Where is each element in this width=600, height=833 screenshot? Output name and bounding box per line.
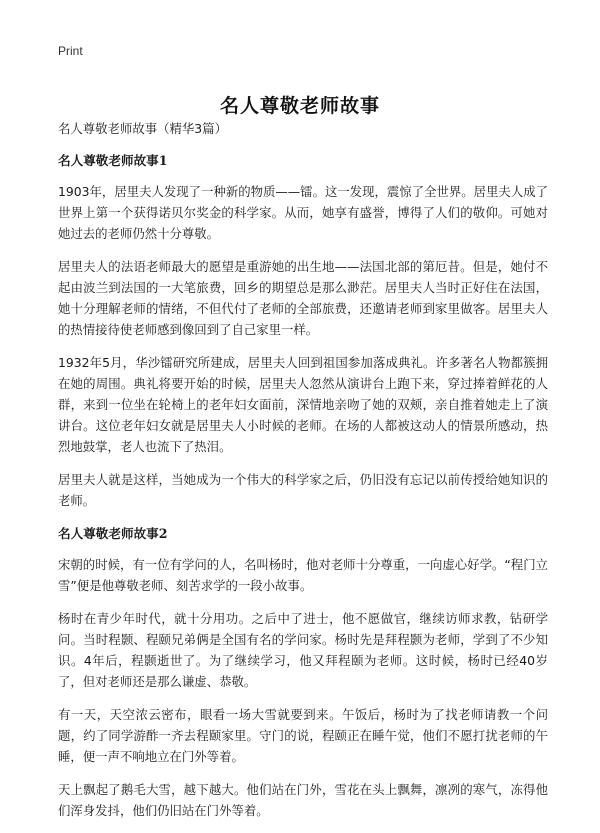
print-label: Print (58, 44, 83, 58)
paragraph: 有一天，天空浓云密布，眼看一场大雪就要到来。午饭后，杨时为了找老师请教一个问题，约了同学游酢一齐去程颐家里。守门的说，程颐正在睡午觉，他们不愿打扰老师的午睡，便一声不响地立在门外等着。 (58, 707, 548, 764)
section-heading: 名人尊敬老师故事2 (58, 526, 168, 541)
paragraph: 居里夫人就是这样，当她成为一个伟大的科学家之后，仍旧没有忘记以前传授给她知识的老师。 (58, 472, 548, 508)
paragraph: 1932年5月，华沙镭研究所建成，居里夫人回到祖国参加落成典礼。许多著名人物都簇拥在她的周围。典礼将要开始的时候，居里夫人忽然从演讲台上跑下来，穿过捧着鲜花的人群，来到一位坐在轮椅上的老年妇女面前，深情地亲吻了她的双颊，亲自推着她走上了演讲台。这位老年妇女就是居里夫人小时候的老师。在场的人都被这动人的情景所感动，热烈地鼓掌，老人也流下了热泪。 (58, 355, 548, 454)
paragraph: 居里夫人的法语老师最大的愿望是重游她的出生地——法国北部的第厄昔。但是，她付不起由波兰到法国的一大笔旅费，回乡的期望总是那么渺茫。居里夫人当时正好住在法国，她十分理解老师的情绪，不但代付了老师的全部旅费，还邀请老师到家里做客。居里夫人的热情接待使老师感到像回到了自己家里一样。 (58, 259, 548, 337)
paragraph: 1903年，居里夫人发现了一种新的物质——镭。这一发现，震惊了全世界。居里夫人成了世界上第一个获得诺贝尔奖金的科学家。从而，她享有盛誉，博得了人们的敬仰。可她对她过去的老师仍然十分尊敬。 (58, 184, 548, 241)
document-title: 名人尊敬老师故事 (219, 94, 380, 117)
section-2 (58, 523, 548, 821)
section-1 (58, 150, 548, 511)
document-subtitle: 名人尊敬老师故事（精华3篇） (58, 121, 227, 136)
section-heading: 名人尊敬老师故事1 (58, 153, 168, 168)
paragraph: 宋朝的时候，有一位有学问的人，名叫杨时，他对老师十分尊重，一向虚心好学。“程门立雪”便是他尊敬老师、刻苦求学的一段小故事。 (58, 557, 548, 593)
paragraph: 杨时在青少年时代，就十分用功。之后中了进士，他不愿做官，继续访师求教，钻研学问。当时程颢、程颐兄弟俩是全国有名的学问家。杨时先是拜程颢为老师，学到了不少知识。4年后，程颢逝世了。为了继续学习，他又拜程颐为老师。这时候，杨时已经40岁了，但对老师还是那么谦虚、恭敬。 (58, 611, 548, 689)
paragraph: 天上飘起了鹅毛大雪，越下越大。他们站在门外，雪花在头上飘舞，凛冽的寒气，冻得他们浑身发抖，他们仍旧站在门外等着。 (58, 782, 548, 818)
document-body (58, 118, 548, 833)
